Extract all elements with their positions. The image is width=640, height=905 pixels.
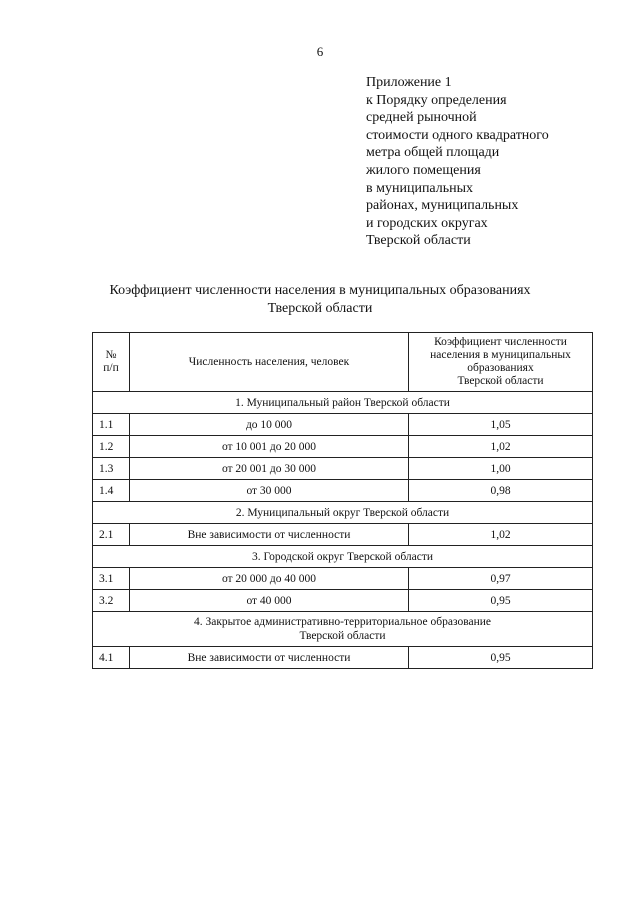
appendix-line: Тверской области	[366, 233, 471, 249]
section-title	[93, 612, 593, 647]
row-population: Вне зависимости от численности	[130, 524, 409, 546]
row-population: Вне зависимости от численности	[130, 647, 409, 669]
row-value: 0,95	[409, 590, 593, 612]
table-row	[93, 458, 593, 480]
row-num: 1.3	[93, 458, 130, 480]
row-population: от 40 000	[130, 590, 409, 612]
row-value: 0,95	[409, 647, 593, 669]
row-num: 3.1	[93, 568, 130, 590]
row-value: 0,98	[409, 480, 593, 502]
section-row	[93, 392, 593, 414]
row-population: от 20 000 до 40 000	[130, 568, 409, 590]
row-population: от 20 001 до 30 000	[130, 458, 409, 480]
title-line: Коэффициент численности населения в муниципальных образованиях	[109, 283, 531, 298]
row-population: от 10 001 до 20 000	[130, 436, 409, 458]
header-coefficient	[409, 333, 593, 392]
section-title: 2. Муниципальный округ Тверской области	[93, 502, 593, 524]
document-title	[0, 282, 640, 318]
header-coef-line: Тверской области	[457, 375, 544, 387]
header-num-symbol: №	[105, 349, 117, 361]
row-value: 1,02	[409, 436, 593, 458]
appendix-line: средней рыночной	[366, 110, 477, 126]
header-num-abbr: п/п	[103, 362, 119, 374]
row-num: 1.2	[93, 436, 130, 458]
appendix-line: и городских округах	[366, 215, 488, 231]
coefficient-table	[92, 332, 593, 669]
table-row	[93, 647, 593, 669]
header-coef-line: Коэффициент численности	[434, 336, 567, 348]
appendix-line: стоимости одного квадратного	[366, 127, 549, 143]
table-row	[93, 590, 593, 612]
row-num: 2.1	[93, 524, 130, 546]
appendix-line: жилого помещения	[366, 162, 481, 178]
table-row	[93, 414, 593, 436]
appendix-line: к Порядку определения	[366, 92, 507, 108]
section-title: 1. Муниципальный район Тверской области	[93, 392, 593, 414]
row-value: 1,05	[409, 414, 593, 436]
table-row	[93, 436, 593, 458]
header-coef-line: населения в муниципальных	[430, 349, 571, 361]
section-row	[93, 502, 593, 524]
row-num: 1.4	[93, 480, 130, 502]
table-row	[93, 524, 593, 546]
table-row	[93, 480, 593, 502]
appendix-line: Приложение 1	[366, 75, 452, 90]
appendix-line: районах, муниципальных	[366, 198, 519, 214]
row-num: 4.1	[93, 647, 130, 669]
table-header-row	[93, 333, 593, 392]
appendix-header	[366, 74, 549, 250]
page-number: 6	[316, 44, 324, 59]
row-value: 1,00	[409, 458, 593, 480]
appendix-line: в муниципальных	[366, 180, 474, 196]
section-title-line: 4. Закрытое административно-территориальное образование	[193, 616, 492, 628]
row-value: 1,02	[409, 524, 593, 546]
row-value: 0,97	[409, 568, 593, 590]
appendix-line: метра общей площади	[366, 145, 500, 161]
table-row	[93, 568, 593, 590]
section-row	[93, 546, 593, 568]
row-population: до 10 000	[130, 414, 409, 436]
header-num	[93, 333, 130, 392]
section-title: 3. Городской округ Тверской области	[93, 546, 593, 568]
row-population: от 30 000	[130, 480, 409, 502]
row-num: 3.2	[93, 590, 130, 612]
header-coef-line: образованиях	[467, 362, 534, 374]
section-row	[93, 612, 593, 647]
title-line: Тверской области	[267, 301, 373, 316]
header-population: Численность населения, человек	[130, 333, 409, 392]
section-title-line: Тверской области	[299, 630, 386, 642]
row-num: 1.1	[93, 414, 130, 436]
